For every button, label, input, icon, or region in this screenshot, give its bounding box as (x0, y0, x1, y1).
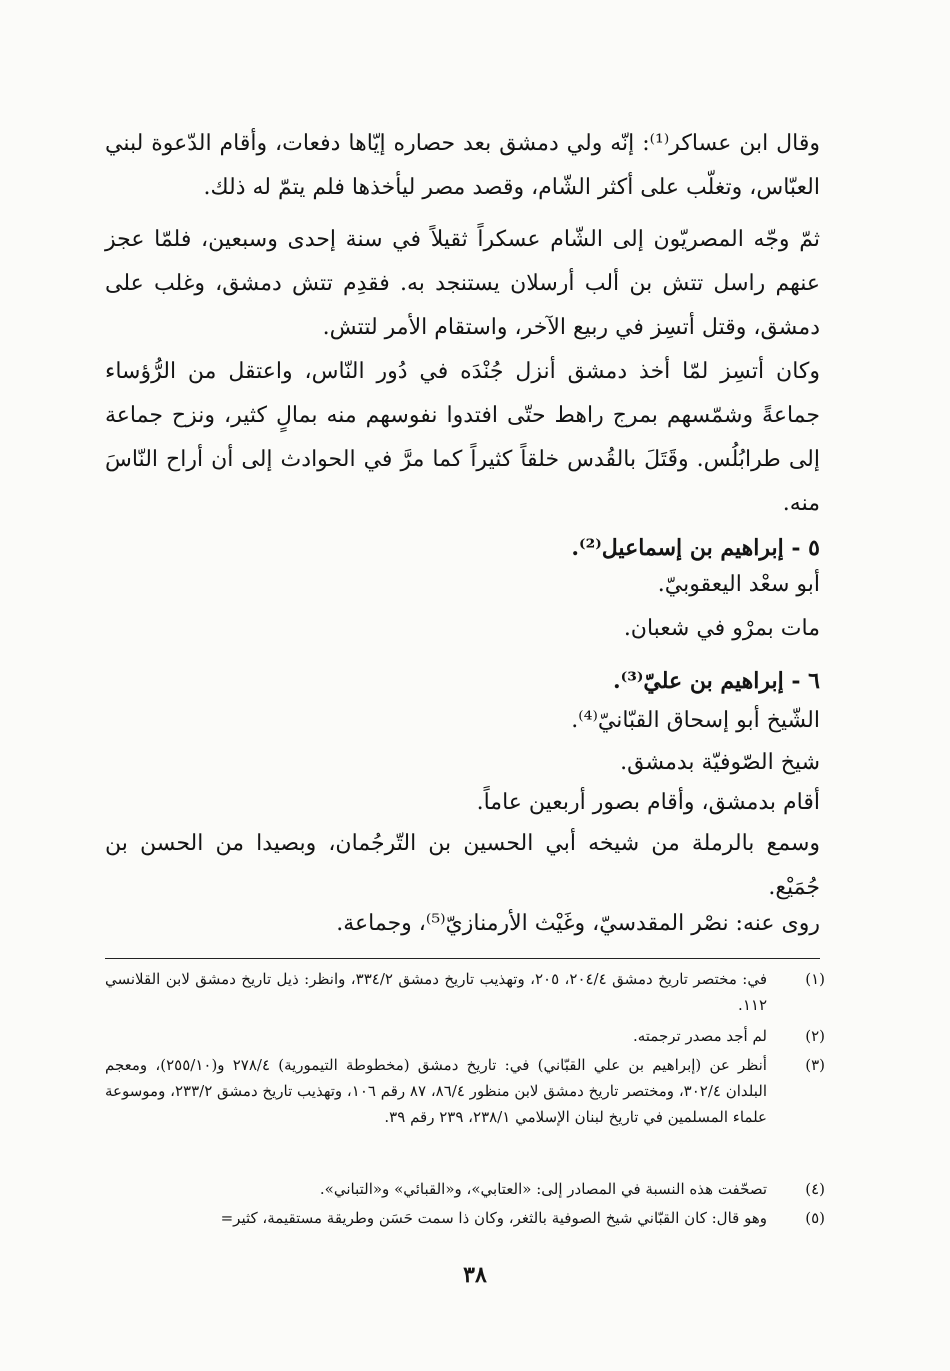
footnote-separator (105, 958, 820, 959)
footnote-1 (105, 966, 825, 1018)
entry-5-death: مات بمرْو في شعبان. (623, 616, 820, 641)
entry-6-kunya: الشّيخ أبو إسحاق القبّانيّ⁽⁴⁾. (571, 708, 820, 733)
footnote-3 (105, 1052, 825, 1130)
entry-6-teachers: وسمع بالرملة من شيخه أبي الحسين بن التّرجُمان، وبصيدا من الحسن بن جُمَيْع. (105, 831, 820, 900)
footnote-text: في: مختصر تاريخ دمشق ٢٠٤/٤، ٢٠٥، وتهذيب تاريخ دمشق ٣٣٤/٢، وانظر: ذيل تاريخ دمشق لابن القلانسي ١١٢. (105, 970, 768, 1014)
footnote-number: (٥) (805, 1209, 825, 1227)
footnote-5 (105, 1205, 825, 1231)
footnote-number: (١) (805, 970, 825, 988)
footnote-text: وهو قال: كان القبّاني شيخ الصوفية بالثغر، وكان ذا سمت حَسَن وطريقة مستقيمة، كثير= (220, 1209, 767, 1227)
footnote-text: أنظر عن (إبراهيم بن علي القبّاني) في: تاريخ دمشق (مخطوطة التيمورية) ٢٧٨/٤ و(٢٥٥/١٠)، ومعجم البلدان ٣٠٢/٤، ومختصر تاريخ دمشق لابن منظور ٨٦/٤، ٨٧ رقم ١٠٦، وتهذيب تاريخ دمشق ٢٣٣/٢، وموسوعة علماء المسلمين في تاريخ لبنان الإسلامي ٢٣٨/١، ٢٣٩ رقم ٣٩. (105, 1056, 768, 1126)
footnote-number: (٣) (805, 1056, 825, 1074)
entry-5-kunya: أبو سعْد اليعقوبيّ. (657, 572, 820, 597)
footnote-2 (105, 1023, 825, 1049)
paragraph-egyptians-army: ثمّ وجّه المصريّون إلى الشّام عسكراً ثقيلاً في سنة إحدى وسبعين، فلمّا عجز عنهم راسل تتش بن ألب أرسلان يستنجد به. فقدِم تتش دمشق، وغلب على دمشق، وقتل أتسِز في ربيع الآخر، واستقام الأمر لتتش. (105, 227, 820, 340)
entry-6-title: ٦ - إبراهيم بن عليّ⁽³⁾. (613, 668, 820, 694)
entry-5-title: ٥ - إبراهيم بن إسماعيل⁽²⁾. (571, 535, 820, 561)
footnote-number: (٢) (805, 1027, 825, 1045)
entry-6-role: شيخ الصّوفيّة بدمشق. (620, 750, 820, 775)
footnote-text: تصحّفت هذه النسبة في المصادر إلى: «العتابي»، و«القبائي» و«التباني». (319, 1180, 767, 1198)
footnote-number: (٤) (805, 1180, 825, 1198)
paragraph-ibn-asakir: وقال ابن عساكر⁽¹⁾: إنّه ولي دمشق بعد حصاره إيّاها دفعات، وأقام الدّعوة لبني العبّاس، وتغلّب على أكثر الشّام، وقصد مصر ليأخذها فلم يتمّ له ذلك. (105, 131, 820, 200)
footnote-text: لم أجد مصدر ترجمته. (632, 1027, 767, 1045)
page-number: ٣٨ (463, 1262, 487, 1288)
paragraph-atsiz-damascus: وكان أتسِز لمّا أخذ دمشق أنزل جُنْدَه في دُور النّاس، واعتقل من الرُّؤساء جماعةً وشمّسهم بمرج راهط حتّى افتدوا نفوسهم منه بمالٍ كثير، ونزح جماعة إلى طرابُلُس. وقَتَلَ بالقُدس خلقاً كثيراً كما مرَّ في الحوادث إلى أن أراح النّاسَ منه. (105, 359, 820, 516)
footnote-4 (105, 1176, 825, 1202)
entry-6-students: روى عنه: نصْر المقدسيّ، وغَيْث الأرمنازيّ⁽⁵⁾، وجماعة. (336, 911, 820, 936)
entry-6-residence: أقام بدمشق، وأقام بصور أربعين عاماً. (476, 790, 820, 815)
